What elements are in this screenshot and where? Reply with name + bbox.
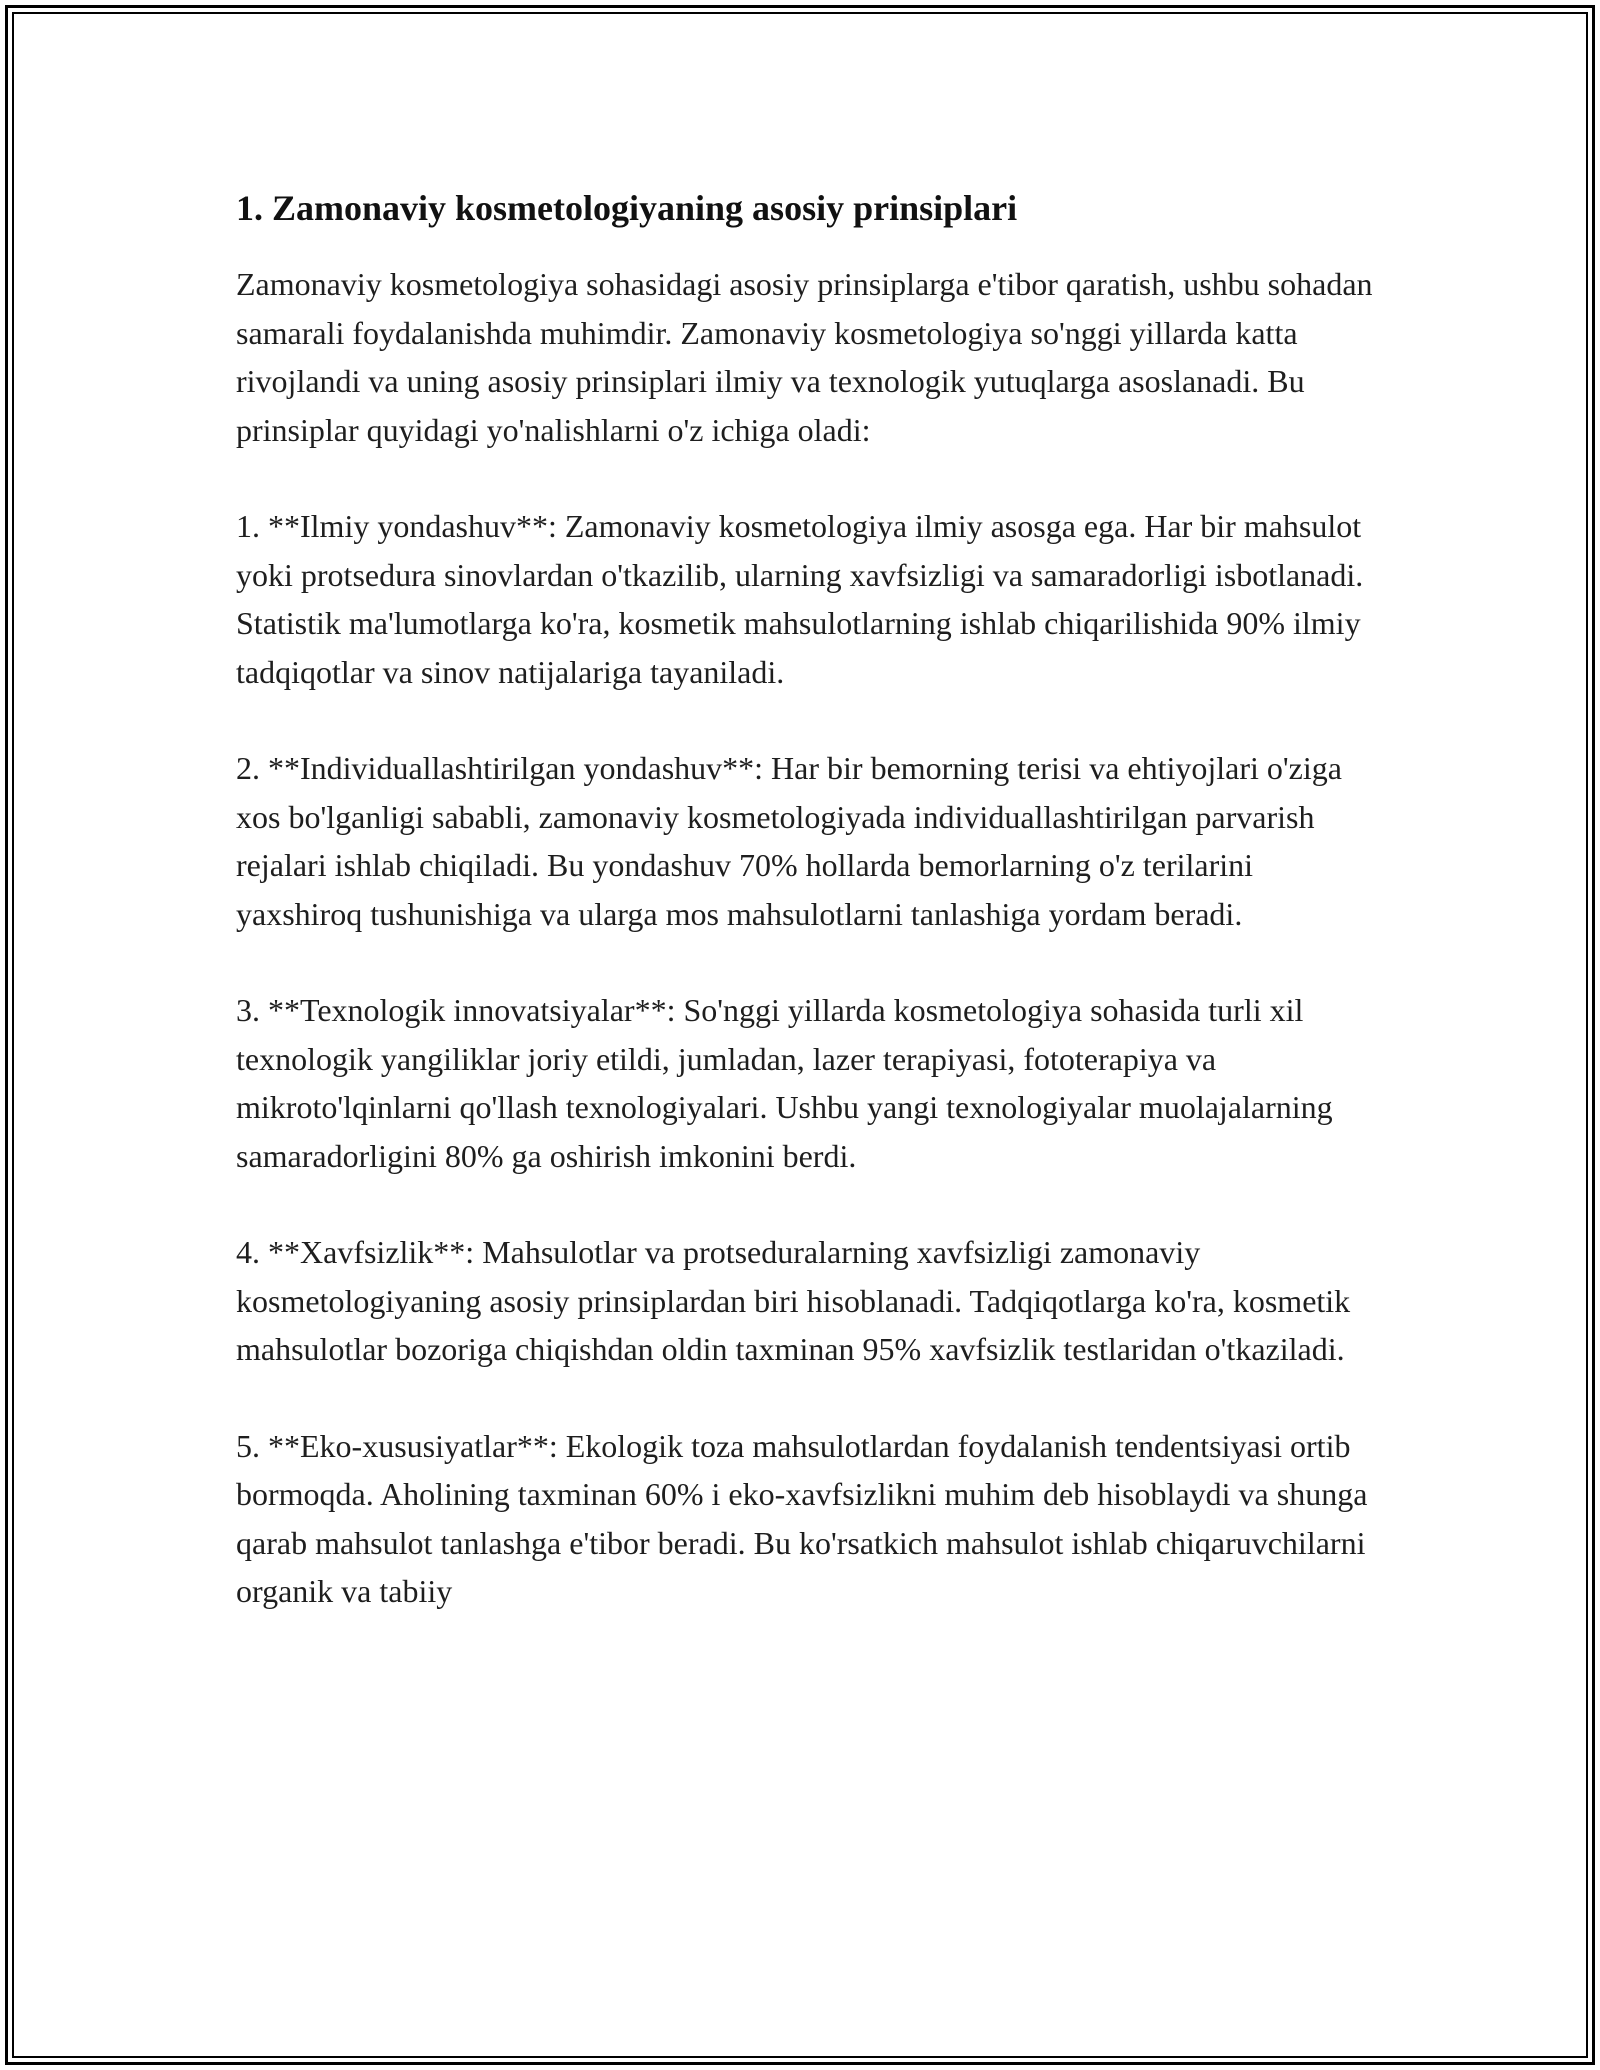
principle-paragraph-1: 1. **Ilmiy yondashuv**: Zamonaviy kosmetologiya ilmiy asosga ega. Har bir mahsulot yoki protsedura sinovlardan o'tkazilib, ularning xavfsizligi va samaradorligi isbotlanadi. Statistik ma'lumotlarga ko'ra, kosmetik mahsulotlarning ishlab chiqarilishida 90% ilmiy tadqiqotlar va sinov natijalariga tayaniladi. xyxy=(236,508,1364,690)
document-body xyxy=(236,182,1376,1664)
section-heading: 1. Zamonaviy kosmetologiyaning asosiy prinsiplari xyxy=(236,188,1018,228)
principle-paragraph-3: 3. **Texnologik innovatsiyalar**: So'nggi yillarda kosmetologiya sohasida turli xil texnologik yangiliklar joriy etildi, jumladan, lazer terapiyasi, fototerapiya va mikroto'lqinlarni qo'llash texnologiyalari. Ushbu yangi texnologiyalar muolajalarning samaradorligini 80% ga oshirish imkonini berdi. xyxy=(236,992,1333,1174)
principle-paragraph-5: 5. **Eko-xususiyatlar**: Ekologik toza mahsulotlardan foydalanish tendentsiyasi ortib bormoqda. Aholining taxminan 60% i eko-xavfsizlikni muhim deb hisoblaydi va shunga qarab mahsulot tanlashga e'tibor beradi. Bu ko'rsatkich mahsulot ishlab chiqaruvchilarni organik va tabiiy xyxy=(236,1427,1368,1609)
intro-paragraph: Zamonaviy kosmetologiya sohasidagi asosiy prinsiplarga e'tibor qaratish, ushbu sohadan samarali foydalanishda muhimdir. Zamonaviy kosmetologiya so'nggi yillarda katta rivojlandi va uning asosiy prinsiplari ilmiy va texnologik yutuqlarga asoslanadi. Bu prinsiplar quyidagi yo'nalishlarni o'z ichiga oladi: xyxy=(236,266,1373,448)
principle-paragraph-2: 2. **Individuallashtirilgan yondashuv**: Har bir bemorning terisi va ehtiyojlari o'ziga xos bo'lganligi sababli, zamonaviy kosmetologiyada individuallashtirilgan parvarish rejalari ishlab chiqiladi. Bu yondashuv 70% hollarda bemorlarning o'z terilarini yaxshiroq tushunishiga va ularga mos mahsulotlarni tanlashiga yordam beradi. xyxy=(236,750,1342,932)
principle-paragraph-4: 4. **Xavfsizlik**: Mahsulotlar va protseduralarning xavfsizligi zamonaviy kosmetologiyaning asosiy prinsiplardan biri hisoblanadi. Tadqiqotlarga ko'ra, kosmetik mahsulotlar bozoriga chiqishdan oldin taxminan 95% xavfsizlik testlaridan o'tkaziladi. xyxy=(236,1234,1351,1367)
